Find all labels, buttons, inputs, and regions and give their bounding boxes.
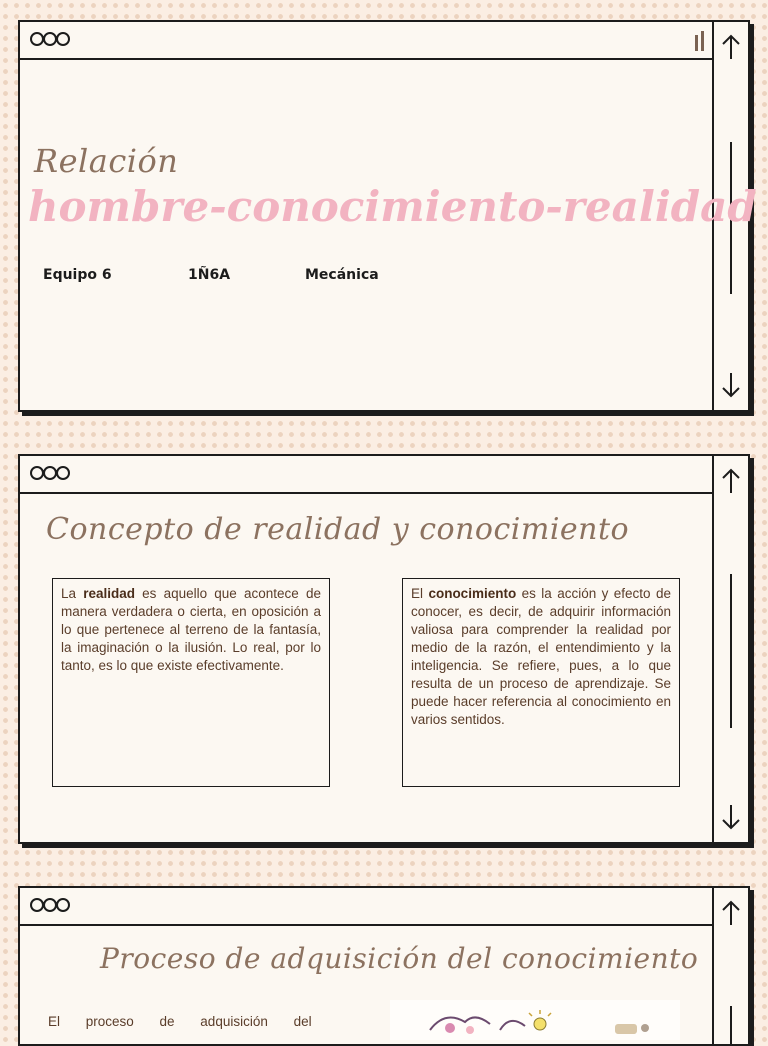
illustration-image (390, 1000, 680, 1040)
slide-3 (18, 886, 750, 1046)
group-label: 1Ñ6A (188, 267, 231, 283)
subject-label: Mecánica (305, 267, 379, 283)
realidad-definition-box (52, 578, 330, 787)
arrow-up-icon[interactable] (719, 466, 743, 496)
slide-title: Proceso de adquisición del conocimiento (100, 942, 699, 975)
slide-title: Concepto de realidad y conocimiento (46, 512, 630, 547)
realidad-term: realidad (83, 586, 135, 601)
slide-1 (18, 20, 757, 412)
realidad-text: es aquello que acontece de manera verdadera o cierta, en oposición a lo que pertenece al terreno de la fantasía, la imaginación o la ilusión. Lo real, por lo tanto, es lo que existe efectivamente. (61, 586, 321, 673)
window-titlebar (20, 888, 712, 926)
conocimiento-definition-box (402, 578, 680, 787)
pause-icon[interactable] (695, 31, 704, 51)
conocimiento-term: conocimiento (428, 586, 517, 601)
conocimiento-lead: El (411, 586, 424, 601)
realidad-lead: La (61, 586, 77, 601)
arrow-up-icon[interactable] (719, 32, 743, 62)
window-dots-icon (30, 466, 69, 480)
window-titlebar (20, 22, 712, 60)
arrow-down-icon[interactable] (719, 370, 743, 400)
slide-title: hombre-conocimiento-realidad (28, 182, 757, 231)
window-titlebar (20, 456, 712, 494)
arrow-up-icon[interactable] (719, 898, 743, 928)
window-dots-icon (30, 898, 69, 912)
slide-subtitle: Relación (34, 142, 179, 180)
scroll-track[interactable] (730, 574, 732, 728)
scroll-track[interactable] (730, 1006, 732, 1046)
scrollbar[interactable] (712, 888, 748, 1044)
window-dots-icon (30, 32, 69, 46)
slide-2 (18, 454, 750, 844)
process-paragraph: El proceso de adquisición del (48, 1014, 312, 1029)
conocimiento-text: es la acción y efecto de conocer, es decir, de adquirir información valiosa para comprender la realidad por medio de la razón, el entendimiento y la inteligencia. Se refiere, pues, a lo que resulta de un proceso de aprendizaje. Se puede hacer referencia al conocimiento en varios sentidos. (411, 586, 671, 727)
scrollbar[interactable] (712, 456, 748, 842)
arrow-down-icon[interactable] (719, 802, 743, 832)
team-label: Equipo 6 (43, 267, 112, 283)
